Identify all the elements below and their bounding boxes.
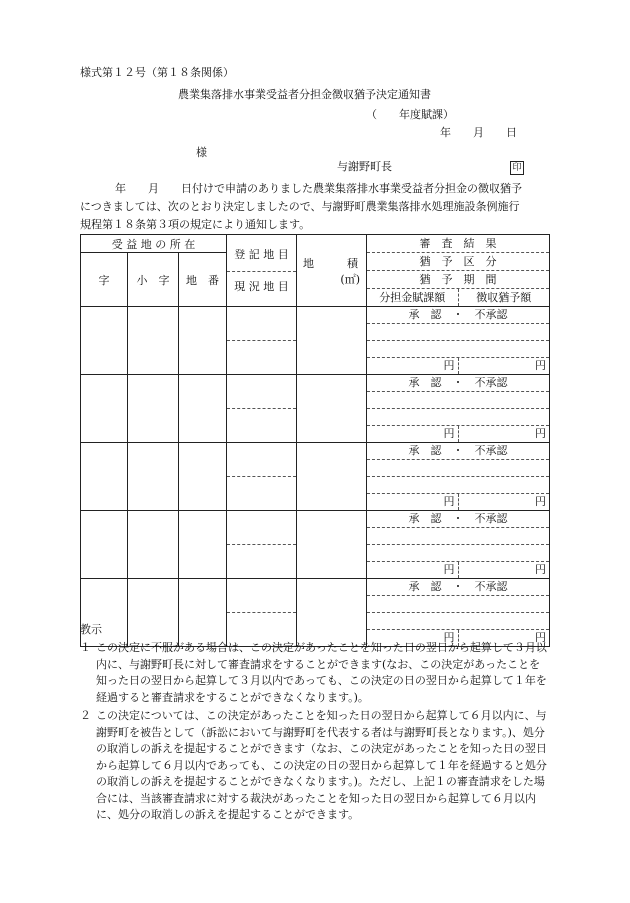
cell-chiban <box>179 307 227 375</box>
issuer-name: 与謝野町長 <box>337 160 392 173</box>
cell-review <box>367 443 550 511</box>
cell-koaza <box>128 443 179 511</box>
header-deferral-period: 猶 予 期 間 <box>367 271 549 289</box>
notice-text: この決定については、この決定があったことを知った日の翌日から起算して６月以内に、与謝野町を被告として（訴訟において与謝野町を代表する者は与謝野町長となります。)、処分の取消しの訴えを提起することができます（なお、この決定があったことを知った日の翌日から起算して６月以内であっても、この決定の日の翌日から起算して１年を経過すると処分の取消しの訴えを提起することができなくなります。)。ただし、上記１の審査請求をした場合には、当該審査請求に対する裁決があったことを知った日の翌日から起算して６月以内に、処分の取消しの訴えを提起することができます。 <box>96 709 547 821</box>
body-line: 年 月 日付けで申請のありました農業集落排水事業受益者分担金の徴収猶予 <box>115 182 522 195</box>
header-review <box>367 235 550 307</box>
header-deferral-type: 猶 予 区 分 <box>367 253 549 271</box>
yen-deferred: 円 <box>535 563 547 576</box>
cell-land-category <box>227 511 297 579</box>
cell-review <box>367 375 550 443</box>
yen-deferred: 円 <box>535 495 547 508</box>
cell-koaza <box>128 579 179 647</box>
official-seal <box>510 160 524 175</box>
cell-land-category <box>227 307 297 375</box>
recipient-suffix: 様 <box>196 146 207 159</box>
approval-choice: 承 認 ・ 不承認 <box>367 307 549 324</box>
cell-chiban <box>179 443 227 511</box>
header-current-category: 現 況 地 目 <box>234 280 289 293</box>
header-land-category <box>227 235 297 307</box>
notice-heading: 教示 <box>80 623 102 636</box>
cell-koaza <box>128 511 179 579</box>
cell-area <box>297 443 367 511</box>
notice-item-2 <box>80 708 550 824</box>
cell-area <box>297 375 367 443</box>
yen-assessed: 円 <box>367 630 459 646</box>
yen-assessed: 円 <box>367 562 459 578</box>
document-title: 農業集落排水事業受益者分担金徴収猶予決定通知書 <box>178 88 431 101</box>
form-number: 様式第１２号（第１８条関係） <box>80 66 234 79</box>
header-aza: 字 <box>81 253 128 307</box>
cell-aza <box>81 375 128 443</box>
header-koaza: 小 字 <box>128 253 179 307</box>
yen-assessed: 円 <box>367 426 459 442</box>
cell-area <box>297 307 367 375</box>
yen-deferred: 円 <box>535 427 547 440</box>
header-area-unit: (㎡) <box>340 272 361 286</box>
notice-number: ２ <box>80 709 91 722</box>
header-area <box>297 235 367 307</box>
cell-koaza <box>128 375 179 443</box>
cell-review <box>367 511 550 579</box>
header-location: 受 益 地 の 所 在 <box>81 235 227 253</box>
table-row <box>81 375 550 443</box>
cell-aza <box>81 443 128 511</box>
body-line: につきましては、次のとおり決定しましたので、与謝野町農業集落排水処理施設条例施行 <box>80 200 520 213</box>
cell-land-category <box>227 579 297 647</box>
cell-aza <box>81 511 128 579</box>
header-review-result: 審 査 結 果 <box>367 235 549 253</box>
cell-chiban <box>179 579 227 647</box>
cell-land-category <box>227 375 297 443</box>
cell-chiban <box>179 375 227 443</box>
notice-item-1 <box>80 640 550 706</box>
cell-area <box>297 579 367 647</box>
cell-review <box>367 579 550 647</box>
decision-table <box>80 234 550 647</box>
issue-date: 年 月 日 <box>440 126 517 139</box>
table-row <box>81 307 550 375</box>
approval-choice: 承 認 ・ 不承認 <box>367 579 549 596</box>
header-amounts <box>367 289 549 306</box>
body-text <box>80 180 560 234</box>
fiscal-year: （ 年度賦課） <box>366 108 454 121</box>
header-registered-category: 登 記 地 目 <box>227 239 296 272</box>
header-area-label: 地 積 <box>303 256 359 270</box>
yen-assessed: 円 <box>367 358 459 374</box>
yen-deferred: 円 <box>535 359 547 372</box>
cell-land-category <box>227 443 297 511</box>
notice-text: この決定に不服がある場合は、この決定があったことを知った日の翌日から起算して３月以内に、与謝野町長に対して審査請求をすることができます(なお、この決定があったことを知った日の翌日から起算して３月以内であっても、この決定の日の翌日から起算して１年を経過すると審査請求をすることができなくなります。)。 <box>96 641 547 704</box>
header-assessed-amount: 分担金賦課額 <box>367 289 459 306</box>
cell-aza <box>81 307 128 375</box>
cell-chiban <box>179 511 227 579</box>
seal-mark: 印 <box>510 161 524 175</box>
header-deferred-amount: 徴収猶予額 <box>476 291 532 304</box>
cell-review <box>367 307 550 375</box>
cell-area <box>297 511 367 579</box>
table-row <box>81 511 550 579</box>
approval-choice: 承 認 ・ 不承認 <box>367 443 549 460</box>
cell-koaza <box>128 307 179 375</box>
header-chiban: 地 番 <box>179 253 227 307</box>
approval-choice: 承 認 ・ 不承認 <box>367 375 549 392</box>
yen-assessed: 円 <box>367 494 459 510</box>
table-row <box>81 443 550 511</box>
table-row <box>81 579 550 647</box>
yen-deferred: 円 <box>535 631 547 644</box>
approval-choice: 承 認 ・ 不承認 <box>367 511 549 528</box>
notice-number: １ <box>80 641 91 654</box>
body-line: 規程第１８条第３項の規定により通知します。 <box>80 218 311 231</box>
